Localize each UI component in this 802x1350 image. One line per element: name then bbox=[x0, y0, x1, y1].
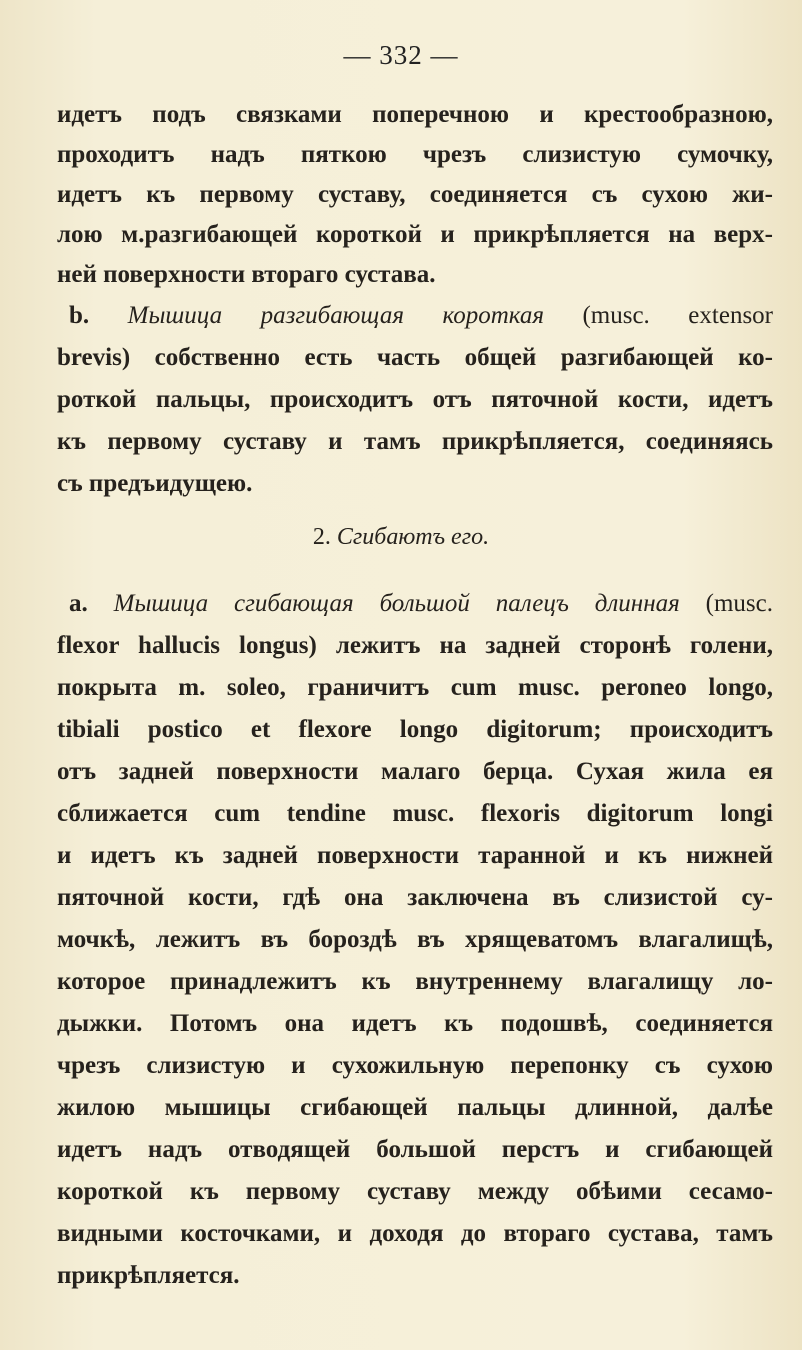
text-line: идетъ надъ отводящей большой перстъ и сгибающей bbox=[57, 1136, 773, 1163]
text-line: роткой пальцы, происходитъ отъ пяточной кости, идетъ bbox=[57, 386, 773, 413]
text-line: къ первому суставу и тамъ прикрѣпляется, соединяясь bbox=[57, 428, 773, 455]
muscle-name: Мышица разгибающая короткая bbox=[127, 302, 544, 329]
text-line: отъ задней поверхности малаго берца. Сухая жила ея bbox=[57, 758, 773, 785]
section-title: Сгибаютъ его. bbox=[336, 524, 490, 550]
text-line: прикрѣпляется. bbox=[57, 1262, 240, 1289]
text-line: flexor hallucis longus) лежитъ на задней сторонѣ голени, bbox=[57, 632, 773, 659]
text-line: ней поверхности втораго сустава. bbox=[57, 261, 436, 288]
text-line: tibiali postico et flexore longo digitorum; происходитъ bbox=[57, 716, 773, 743]
section-number: 2. bbox=[312, 524, 331, 550]
text-line: пяточной кости, гдѣ она заключена въ слизистой су- bbox=[57, 884, 773, 911]
paragraph-label: b. bbox=[69, 302, 90, 329]
page-number: — 332 — bbox=[343, 40, 459, 70]
latin-term: (musc. extensor bbox=[582, 302, 774, 329]
text-line: видными косточками, и доходя до втораго сустава, тамъ bbox=[57, 1220, 773, 1247]
text-line: проходитъ надъ пяткою чрезъ слизистую сумочку, bbox=[57, 141, 773, 168]
latin-term: (musc. bbox=[705, 590, 773, 617]
text-line: покрыта m. soleo, граничитъ cum musc. peroneo longo, bbox=[57, 674, 773, 701]
text-line: съ предъидущею. bbox=[57, 470, 253, 497]
text-line: идетъ подъ связками поперечною и крестообразною, bbox=[57, 101, 773, 128]
text-line: лою м.разгибающей короткой и прикрѣпляется на верх- bbox=[57, 221, 773, 248]
text-line: чрезъ слизистую и сухожильную перепонку съ сухою bbox=[57, 1052, 773, 1079]
text-line: короткой къ первому суставу между обѣими сесамо- bbox=[57, 1178, 773, 1205]
section-heading bbox=[0, 524, 802, 551]
text-line bbox=[57, 584, 773, 624]
text-line: дыжки. Потомъ она идетъ къ подошвѣ, соединяется bbox=[57, 1010, 773, 1037]
text-line: и идетъ къ задней поверхности таранной и къ нижней bbox=[57, 842, 773, 869]
text-line: которое принадлежитъ къ внутреннему влагалищу ло- bbox=[57, 968, 773, 995]
muscle-name: Мышица сгибающая большой палецъ длинная bbox=[113, 590, 680, 617]
text-line: мочкѣ, лежитъ въ бороздѣ въ хрящеватомъ влагалищѣ, bbox=[57, 926, 773, 953]
text-line: идетъ къ первому суставу, соединяется съ сухою жи- bbox=[57, 181, 773, 208]
text-line: жилою мышицы сгибающей пальцы длинной, далѣе bbox=[57, 1094, 773, 1121]
text-line: brevis) собственно есть часть общей разгибающей ко- bbox=[57, 344, 773, 371]
paragraph-label: a. bbox=[69, 590, 88, 617]
text-line bbox=[57, 296, 773, 336]
text-line: сближается cum tendine musc. flexoris digitorum longi bbox=[57, 800, 773, 827]
